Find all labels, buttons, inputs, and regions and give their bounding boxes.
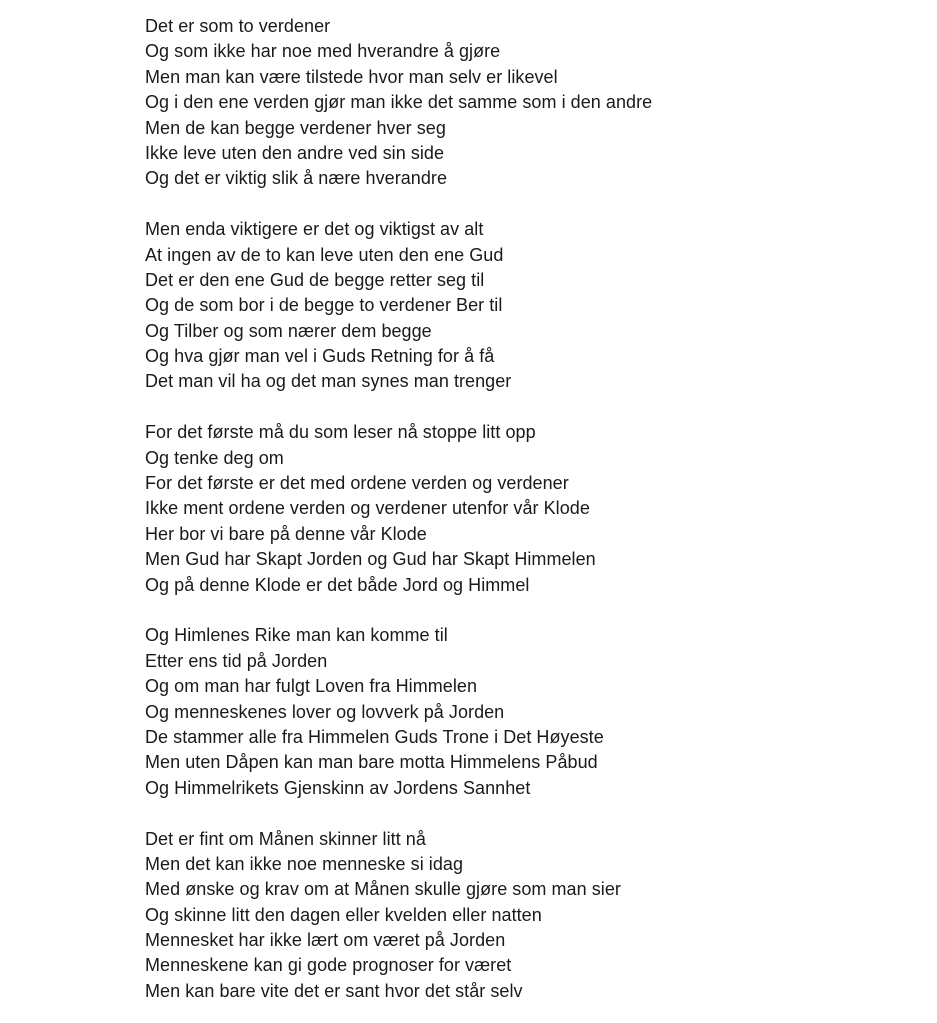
poem-line: Men Gud har Skapt Jorden og Gud har Skapt Himmelen: [145, 549, 596, 570]
poem-line: Og som ikke har noe med hverandre å gjøre: [145, 41, 501, 62]
poem-line: For det første må du som leser nå stoppe litt opp: [145, 422, 536, 443]
poem-line: Med ønske og krav om at Månen skulle gjøre som man sier: [145, 879, 621, 900]
poem-line: Og Himlenes Rike man kan komme til: [145, 625, 448, 646]
stanza-5: [145, 827, 925, 1005]
poem-text: [145, 14, 925, 1004]
poem-line: Og det er viktig slik å nære hverandre: [145, 168, 448, 189]
poem-line: Og hva gjør man vel i Guds Retning for å få: [145, 346, 495, 367]
poem-line: At ingen av de to kan leve uten den ene Gud: [145, 244, 504, 265]
poem-line: Og skinne litt den dagen eller kvelden eller natten: [145, 904, 542, 925]
poem-line: Mennesket har ikke lært om været på Jorden: [145, 930, 506, 951]
poem-line: Ikke ment ordene verden og verdener utenfor vår Klode: [145, 498, 590, 519]
poem-line: Men de kan begge verdener hver seg: [145, 117, 446, 138]
poem-line: Menneskene kan gi gode prognoser for været: [145, 955, 512, 976]
poem-line: Og Himmelrikets Gjenskinn av Jordens Sannhet: [145, 777, 531, 798]
poem-line: Det er fint om Månen skinner litt nå: [145, 828, 426, 849]
poem-line: Etter ens tid på Jorden: [145, 650, 328, 671]
stanza-2: [145, 217, 925, 395]
poem-line: Det er som to verdener: [145, 16, 331, 36]
poem-line: Og de som bor i de begge to verdener Ber til: [145, 295, 503, 316]
poem-line: De stammer alle fra Himmelen Guds Trone i Det Høyeste: [145, 726, 604, 747]
poem-line: Og Tilber og som nærer dem begge: [145, 320, 432, 341]
poem-line: Men kan bare vite det er sant hvor det står selv: [145, 980, 523, 1001]
stanza-3: [145, 420, 925, 598]
poem-line: Og om man har fulgt Loven fra Himmelen: [145, 676, 478, 697]
poem-line: Men uten Dåpen kan man bare motta Himmelens Påbud: [145, 752, 598, 773]
poem-line: Men enda viktigere er det og viktigst av alt: [145, 219, 484, 240]
poem-line: Her bor vi bare på denne vår Klode: [145, 523, 427, 544]
poem-line: Det er den ene Gud de begge retter seg til: [145, 269, 485, 290]
poem-line: Ikke leve uten den andre ved sin side: [145, 142, 445, 163]
stanza-1: [145, 14, 925, 192]
poem-line: Og i den ene verden gjør man ikke det samme som i den andre: [145, 92, 653, 113]
poem-line: Og tenke deg om: [145, 447, 284, 468]
poem-line: Og på denne Klode er det både Jord og Himmel: [145, 574, 530, 595]
poem-line: Men man kan være tilstede hvor man selv er likevel: [145, 66, 558, 87]
poem-line: For det første er det med ordene verden og verdener: [145, 473, 569, 494]
poem-line: Men det kan ikke noe menneske si idag: [145, 853, 464, 874]
stanza-4: [145, 623, 925, 801]
poem-line: Og menneskenes lover og lovverk på Jorden: [145, 701, 505, 722]
poem-line: Det man vil ha og det man synes man trenger: [145, 371, 512, 392]
